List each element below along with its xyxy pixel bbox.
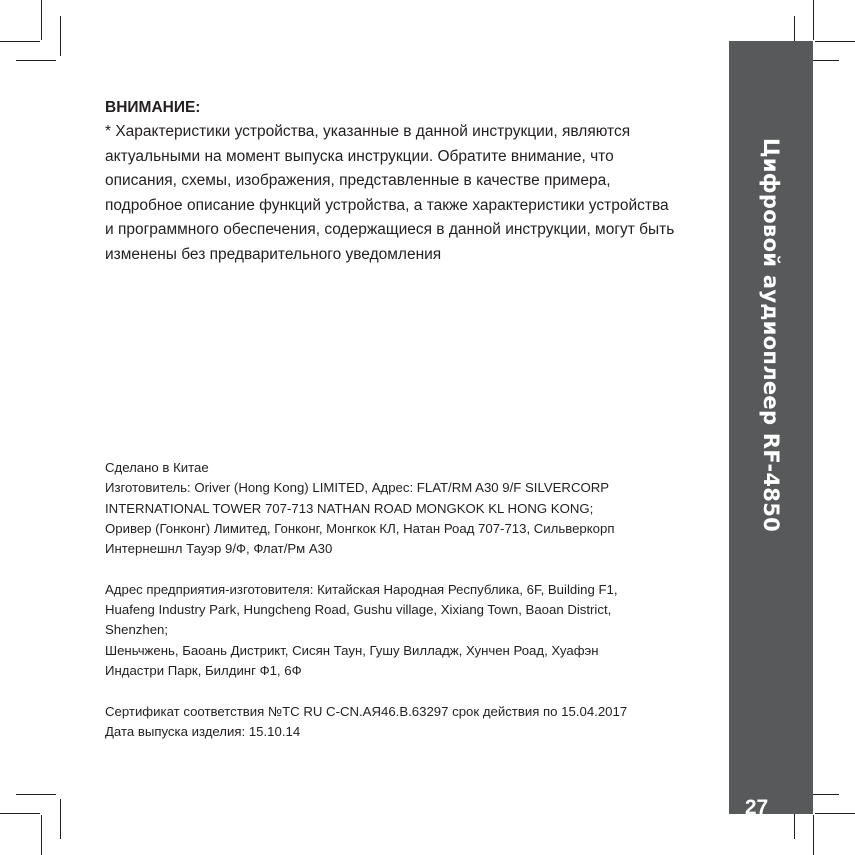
factory-address-line: Huafeng Industry Park, Hungcheng Road, Gushu village, Xixiang Town, Baoan District,: [105, 602, 612, 618]
manufacturer-info: [105, 458, 720, 742]
crop-mark: [815, 41, 855, 42]
warning-text-line: * Характеристики устройства, указанные в данной инструкции, являются: [105, 123, 631, 140]
factory-address-line: Адрес предприятия-изготовителя: Китайская Народная Республика, 6F, Building F1,: [105, 581, 618, 597]
crop-mark: [813, 815, 814, 855]
warning-text-line: изменены без предварительного уведомления: [105, 245, 442, 263]
manufacturer-line: Интернешнл Тауэр 9/Ф, Флат/Рм А30: [105, 541, 333, 557]
crop-mark: [815, 813, 855, 814]
certificate-line: Сертификат соответствия №TC RU C-CN.АЯ46.В.63297 срок действия по 15.04.2017: [105, 703, 628, 719]
crop-mark: [16, 794, 56, 795]
product-title: Цифровой аудиоплеер RF-4850: [759, 138, 783, 533]
warning-text-line: и программного обеспечения, содержащиеся в данной инструкции, могут быть: [105, 221, 675, 238]
warning-text-line: подробное описание функций устройства, а также характеристики устройства: [105, 196, 669, 214]
factory-address-line: Индастри Парк, Билдинг Ф1, 6Ф: [105, 662, 302, 678]
crop-mark: [60, 16, 61, 56]
crop-mark: [0, 41, 40, 42]
made-in-line: Сделано в Китае: [105, 460, 209, 475]
release-date-line: Дата выпуска изделия: 15.10.14: [105, 723, 301, 739]
factory-address-line: Шеньчжень, Баоань Дистрикт, Сисян Таун, Гушу Вилладж, Хунчен Роад, Хуафэн: [105, 642, 599, 658]
manufacturer-line: Изготовитель: Oriver (Hong Kong) LIMITED, Адрес: FLAT/RM A30 9/F SILVERCORP: [105, 480, 610, 496]
paragraph-spacer: [105, 681, 720, 701]
crop-mark: [41, 0, 42, 40]
manufacturer-line: Оривер (Гонконг) Лимитед, Гонконг, Монгкок КЛ, Натан Роад 707-713, Сильверкорп: [105, 520, 615, 536]
crop-mark: [41, 815, 42, 855]
side-tab: [729, 41, 813, 819]
crop-mark: [0, 813, 40, 814]
factory-address-line: Shenzhen;: [105, 622, 169, 638]
warning-text-line: описания, схемы, изображения, представленные в качестве примера,: [105, 172, 611, 189]
warning-section: [105, 96, 720, 267]
page-number: 27: [744, 796, 769, 819]
warning-heading: ВНИМАНИЕ:: [105, 99, 201, 116]
crop-mark: [16, 60, 56, 61]
crop-mark: [60, 799, 61, 839]
crop-mark: [813, 0, 814, 40]
warning-text-line: актуальными на момент выпуска инструкции. Обратите внимание, что: [105, 147, 614, 165]
manufacturer-line: INTERNATIONAL TOWER 707-713 NATHAN ROAD MONGKOK KL HONG KONG;: [105, 500, 594, 516]
paragraph-spacer: [105, 559, 720, 579]
